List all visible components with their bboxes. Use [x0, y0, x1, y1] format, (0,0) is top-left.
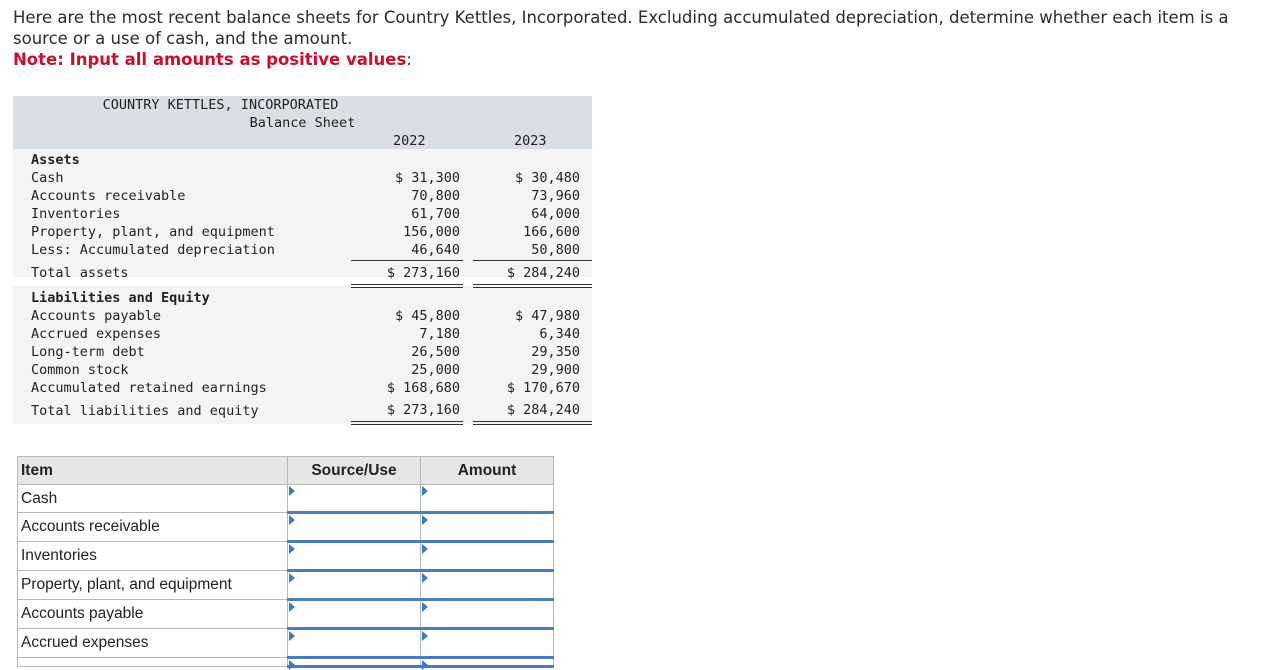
source-use-dropdown[interactable]: [288, 513, 421, 542]
total-assets-2023: $ 284,240: [506, 265, 580, 281]
source-use-input[interactable]: [288, 544, 420, 569]
total-liabilities-2023: $ 284,240: [506, 402, 580, 418]
item-label: Cash: [18, 485, 288, 513]
liability-value-2023: 29,350: [531, 344, 580, 360]
subtotal-rule: [351, 260, 463, 261]
amount-cell[interactable]: [421, 513, 554, 542]
amount-input[interactable]: [421, 631, 553, 656]
source-use-input[interactable]: [288, 631, 420, 656]
liability-label: Accrued expenses: [31, 326, 162, 342]
table-row: [18, 485, 554, 513]
asset-label: Cash: [31, 170, 64, 186]
item-label-partial: [18, 658, 288, 667]
asset-value-2022: 70,800: [411, 188, 460, 204]
total-double-rule: [473, 421, 592, 425]
year-2023-header: 2023: [514, 133, 547, 149]
source-use-dropdown[interactable]: [288, 629, 421, 658]
assets-heading: Assets: [31, 152, 80, 168]
asset-value-2023: 166,600: [523, 224, 580, 240]
amount-input[interactable]: [421, 486, 553, 511]
year-2022-header: 2022: [393, 133, 426, 149]
total-liabilities-label: Total liabilities and equity: [31, 403, 259, 419]
company-name: COUNTRY KETTLES, INCORPORATED: [102, 97, 339, 113]
liability-value-2023: 29,900: [531, 362, 580, 378]
amount-cell[interactable]: [421, 571, 554, 600]
asset-value-2022: 61,700: [411, 206, 460, 222]
item-label: Accounts receivable: [18, 513, 288, 542]
table-row: [18, 629, 554, 658]
item-label: Property, plant, and equipment: [18, 571, 288, 600]
item-column-header: Item: [18, 457, 288, 485]
asset-value-2023: 64,000: [531, 206, 580, 222]
source-use-dropdown[interactable]: [288, 571, 421, 600]
total-assets-2022: $ 273,160: [386, 265, 460, 281]
note-text: Note: Input all amounts as positive values: [13, 50, 407, 69]
amount-cell[interactable]: [421, 629, 554, 658]
subtotal-rule: [473, 260, 592, 261]
liability-value-2022: $ 168,680: [386, 380, 460, 396]
amount-cell[interactable]: [421, 658, 554, 667]
asset-label: Property, plant, and equipment: [31, 224, 275, 240]
liability-label: Common stock: [31, 362, 129, 378]
asset-value-2023: $ 30,480: [514, 170, 580, 186]
amount-input[interactable]: [421, 602, 553, 627]
amount-input[interactable]: [421, 573, 553, 598]
balance-sheet: [13, 96, 592, 426]
liability-label: Accumulated retained earnings: [31, 380, 267, 396]
liability-value-2022: 7,180: [419, 326, 460, 342]
total-double-rule: [351, 421, 463, 425]
table-row: [18, 513, 554, 542]
answer-table: [17, 456, 554, 668]
asset-label: Accounts receivable: [31, 188, 186, 204]
source-use-input[interactable]: [288, 486, 420, 511]
instructions-text: Here are the most recent balance sheets for Country Kettles, Incorporated. Excluding accumulated depreciation, determine whether each item is a source or a use of cash, and the amount.: [13, 8, 1229, 48]
table-row: [18, 571, 554, 600]
source-use-input[interactable]: [288, 602, 420, 627]
note-colon: :: [406, 50, 412, 69]
amount-input[interactable]: [421, 515, 553, 540]
asset-value-2022: 156,000: [403, 224, 460, 240]
source-use-dropdown[interactable]: [288, 542, 421, 571]
source-use-input[interactable]: [288, 515, 420, 540]
asset-value-2023: 73,960: [531, 188, 580, 204]
asset-value-2022: 46,640: [411, 242, 460, 258]
liability-label: Long-term debt: [31, 344, 145, 360]
source-use-dropdown[interactable]: [288, 485, 421, 513]
asset-label: Inventories: [31, 206, 121, 222]
amount-input[interactable]: [421, 544, 553, 569]
item-label: Accounts payable: [18, 600, 288, 629]
liability-value-2022: 26,500: [411, 344, 460, 360]
item-label: Inventories: [18, 542, 288, 571]
liability-value-2022: $ 45,800: [394, 308, 460, 324]
sheet-title: Balance Sheet: [249, 115, 356, 131]
total-liabilities-2022: $ 273,160: [386, 402, 460, 418]
instructions: [13, 7, 1263, 70]
source-use-column-header: Source/Use: [288, 457, 421, 485]
amount-column-header: Amount: [421, 457, 554, 485]
liability-value-2023: $ 47,980: [514, 308, 580, 324]
source-use-dropdown[interactable]: [288, 658, 421, 667]
liabilities-heading: Liabilities and Equity: [31, 290, 210, 306]
total-double-rule: [473, 284, 592, 288]
liability-label: Accounts payable: [31, 308, 162, 324]
balance-sheet-title: [13, 96, 428, 132]
asset-value-2022: $ 31,300: [394, 170, 460, 186]
amount-cell[interactable]: [421, 542, 554, 571]
table-row-partial: [18, 658, 554, 667]
asset-label: Less: Accumulated depreciation: [31, 242, 275, 258]
liability-value-2023: $ 170,670: [506, 380, 580, 396]
liability-value-2022: 25,000: [411, 362, 460, 378]
amount-cell[interactable]: [421, 485, 554, 513]
amount-cell[interactable]: [421, 600, 554, 629]
total-assets-label: Total assets: [31, 265, 129, 281]
table-row: [18, 542, 554, 571]
total-double-rule: [351, 284, 463, 288]
item-label: Accrued expenses: [18, 629, 288, 658]
source-use-dropdown[interactable]: [288, 600, 421, 629]
source-use-input[interactable]: [288, 573, 420, 598]
answer-table-header: [18, 457, 554, 485]
table-row: [18, 600, 554, 629]
asset-value-2023: 50,800: [531, 242, 580, 258]
liability-value-2023: 6,340: [539, 326, 580, 342]
